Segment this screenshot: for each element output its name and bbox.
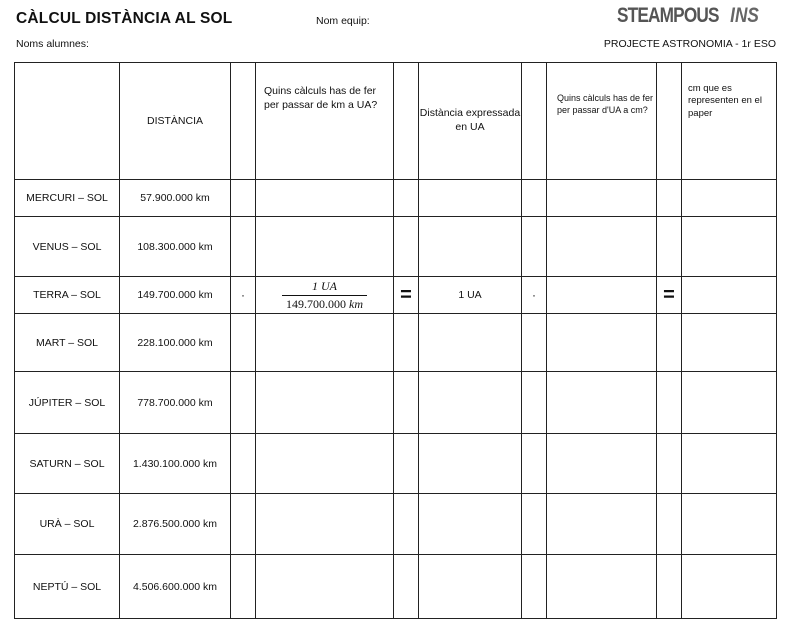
op-cell[interactable] <box>231 434 256 494</box>
distance-ua-cell[interactable] <box>419 217 522 277</box>
header-cm-paper-text: cm que es representen en el paper <box>688 83 762 119</box>
conversion-fraction <box>282 279 367 312</box>
planet-label: MERCURI – SOL <box>15 180 120 217</box>
fraction-denominator-number: 149.700.000 <box>286 296 346 311</box>
calc-km-ua-cell[interactable] <box>256 494 394 555</box>
multiply-dot-text: · <box>241 288 245 302</box>
equals-sign <box>394 277 419 314</box>
eq-cell[interactable] <box>657 494 682 555</box>
calc-ua-cm-cell[interactable] <box>547 494 657 555</box>
distance-value: 4.506.600.000 km <box>120 555 231 619</box>
calc-km-ua-cell[interactable] <box>256 555 394 619</box>
planet-label: URÀ – SOL <box>15 494 120 555</box>
eq-cell[interactable] <box>394 314 419 372</box>
table-row <box>15 494 777 555</box>
op-cell[interactable] <box>522 314 547 372</box>
distance-ua-cell[interactable] <box>419 434 522 494</box>
op-cell[interactable] <box>231 217 256 277</box>
calc-km-ua-cell[interactable] <box>256 180 394 217</box>
distance-value: 108.300.000 km <box>120 217 231 277</box>
distance-value: 228.100.000 km <box>120 314 231 372</box>
distance-value: 1.430.100.000 km <box>120 434 231 494</box>
steampous-logo <box>617 4 759 28</box>
planet-label: JÚPITER – SOL <box>15 372 120 434</box>
header-calc-km-ua <box>256 63 394 180</box>
header-distance-ua <box>419 63 522 180</box>
cm-paper-cell[interactable] <box>682 494 777 555</box>
eq-cell[interactable] <box>657 555 682 619</box>
team-name-label: Nom equip: <box>316 15 370 27</box>
calc-km-ua-cell[interactable] <box>256 217 394 277</box>
cm-paper-cell[interactable] <box>682 277 777 314</box>
calc-ua-cm-cell[interactable] <box>547 314 657 372</box>
eq-cell[interactable] <box>394 372 419 434</box>
op-cell[interactable] <box>231 314 256 372</box>
table-row <box>15 314 777 372</box>
eq-cell[interactable] <box>394 434 419 494</box>
distance-value: 2.876.500.000 km <box>120 494 231 555</box>
table-row <box>15 434 777 494</box>
logo-text: STEAMPOUS <box>617 4 719 27</box>
op-cell[interactable] <box>522 180 547 217</box>
calc-ua-cm-cell[interactable] <box>547 277 657 314</box>
eq-cell[interactable] <box>394 555 419 619</box>
calc-km-ua-cell[interactable] <box>256 434 394 494</box>
students-label: Noms alumnes: <box>16 38 89 50</box>
header-distance-text: DISTÀNCIA <box>146 115 203 127</box>
equals-sign-text: = <box>663 283 675 306</box>
op-cell[interactable] <box>522 217 547 277</box>
eq-cell[interactable] <box>657 314 682 372</box>
page-title: CÀLCUL DISTÀNCIA AL SOL <box>16 10 233 27</box>
calc-ua-cm-cell[interactable] <box>547 434 657 494</box>
op-cell[interactable] <box>231 555 256 619</box>
distance-table <box>14 62 777 619</box>
calc-ua-cm-cell[interactable] <box>547 555 657 619</box>
eq-cell[interactable] <box>394 180 419 217</box>
cm-paper-cell[interactable] <box>682 314 777 372</box>
header-distance-ua-text: Distància expressada en UA <box>419 107 521 133</box>
distance-ua-cell[interactable] <box>419 494 522 555</box>
header-eq1-cell <box>394 63 419 180</box>
cm-paper-cell[interactable] <box>682 180 777 217</box>
fraction-numerator: 1 UA <box>282 279 367 296</box>
op-cell[interactable] <box>522 494 547 555</box>
table-row <box>15 217 777 277</box>
header-row <box>15 63 777 180</box>
equals-sign <box>657 277 682 314</box>
fraction-denominator-unit: km <box>349 296 363 311</box>
header-calc-ua-cm <box>547 63 657 180</box>
eq-cell[interactable] <box>657 372 682 434</box>
cm-paper-cell[interactable] <box>682 217 777 277</box>
eq-cell[interactable] <box>394 217 419 277</box>
table-row <box>15 180 777 217</box>
eq-cell[interactable] <box>657 180 682 217</box>
planet-label: MART – SOL <box>15 314 120 372</box>
header-calc-km-ua-text: Quins càlculs has de fer per passar de km a UA? <box>264 85 378 111</box>
fraction-cell <box>256 277 394 314</box>
eq-cell[interactable] <box>657 217 682 277</box>
table-row-example <box>15 277 777 314</box>
distance-value: 778.700.000 km <box>120 372 231 434</box>
ins-logo: INS <box>730 4 759 27</box>
op-cell[interactable] <box>522 434 547 494</box>
multiply-dot <box>231 277 256 314</box>
table-row <box>15 555 777 619</box>
header-op2-cell <box>522 63 547 180</box>
fraction-denominator <box>282 296 367 312</box>
header-eq2-cell <box>657 63 682 180</box>
calc-ua-cm-cell[interactable] <box>547 372 657 434</box>
distance-ua-cell[interactable] <box>419 372 522 434</box>
equals-sign-text: = <box>400 283 412 306</box>
cm-paper-cell[interactable] <box>682 555 777 619</box>
planet-label: TERRA – SOL <box>15 277 120 314</box>
op-cell[interactable] <box>231 372 256 434</box>
header-planet-cell <box>15 63 120 180</box>
planet-label: NEPTÚ – SOL <box>15 555 120 619</box>
multiply-dot-text: · <box>532 288 536 302</box>
table-row <box>15 372 777 434</box>
header-cm-paper <box>682 63 777 180</box>
calc-ua-cm-cell[interactable] <box>547 180 657 217</box>
result-ua: 1 UA <box>419 277 522 314</box>
planet-label: VENUS – SOL <box>15 217 120 277</box>
distance-value: 149.700.000 km <box>120 277 231 314</box>
op-cell[interactable] <box>522 555 547 619</box>
distance-value: 57.900.000 km <box>120 180 231 217</box>
header-op1-cell <box>231 63 256 180</box>
header-distance <box>120 63 231 180</box>
op-cell[interactable] <box>231 180 256 217</box>
calc-km-ua-cell[interactable] <box>256 314 394 372</box>
eq-cell[interactable] <box>394 494 419 555</box>
cm-paper-cell[interactable] <box>682 372 777 434</box>
distance-ua-cell[interactable] <box>419 314 522 372</box>
project-label: PROJECTE ASTRONOMIA - 1r ESO <box>603 38 776 50</box>
eq-cell[interactable] <box>657 434 682 494</box>
distance-ua-cell[interactable] <box>419 555 522 619</box>
header-calc-ua-cm-text: Quins càlculs has de fer per passar d'UA a cm? <box>557 93 654 115</box>
op-cell[interactable] <box>522 372 547 434</box>
calc-km-ua-cell[interactable] <box>256 372 394 434</box>
op-cell[interactable] <box>231 494 256 555</box>
calc-ua-cm-cell[interactable] <box>547 217 657 277</box>
multiply-dot <box>522 277 547 314</box>
cm-paper-cell[interactable] <box>682 434 777 494</box>
planet-label: SATURN – SOL <box>15 434 120 494</box>
distance-ua-cell[interactable] <box>419 180 522 217</box>
